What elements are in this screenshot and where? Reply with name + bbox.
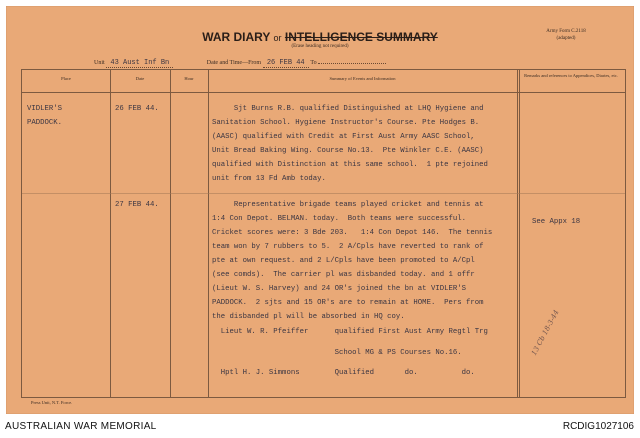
remark-entry-2: See Appx 18 [532,218,581,226]
summary-line: Representative brigade teams played cricket and tennis at [212,201,484,209]
army-form-number: Army Form C.2118 [546,29,586,34]
place-line-2: PADDOCK. [27,119,63,127]
summary-line: unit from 13 Fd Amb today. [212,175,326,183]
form-subtitle: (Erase heading not required) [291,44,349,49]
unit-label: Unit [94,60,105,66]
title-or: or [273,33,282,43]
summary-line: (AASC) qualified with Credit at First Aust Army AASC School, [212,133,475,141]
summary-line: Sanitation School. Hygiene Instructor's Course. Pte Hodges B. [212,119,480,127]
date-entry-1: 26 FEB 44. [115,105,159,113]
summary-line: qualified with Distinction at this same school. 1 pte rejoined [212,161,488,169]
summary-line: (see comds). The carrier pl was disbanded today. and 1 offr [212,271,475,279]
unit-date-line [94,58,386,67]
column-divider [519,70,520,397]
col-place: Place [61,76,71,81]
summary-line: the disbanded pl will be absorbed in HQ coy. [212,313,405,321]
summary-line: Lieut W. R. Pfeiffer qualified First Aust Army Regtl Trg [212,328,488,336]
date-to-value [318,63,386,64]
summary-line: pte at own request. and 2 L/Cpls have been promoted to A/Cpl [212,257,475,265]
title-intelligence-summary: INTELLIGENCE SUMMARY [284,30,438,44]
table-header [22,70,625,93]
handwritten-annotation: 13 Cb 18-3-44 [530,308,561,357]
col-summary: Summary of Events and Information [329,76,396,81]
archive-footer [0,419,640,438]
footer-source: AUSTRALIAN WAR MEMORIAL [5,421,157,432]
col-hour: Hour [184,76,194,81]
summary-line: Unit Bread Baking Wing. Course No.13. Pte Winkler C.E. (AASC) [212,147,484,155]
unit-value: 43 Aust Inf Bn [106,59,173,68]
summary-line: 1:4 Con Depot. BELMAN. today. Both teams were successful. [212,215,466,223]
title-war-diary: WAR DIARY [202,30,271,44]
col-date: Date [135,76,145,81]
army-form-ref [536,28,596,42]
column-divider [170,70,171,397]
summary-line: Cricket scores were: 3 Bde 203. 1:4 Con Depot 146. The tennis [212,229,493,237]
column-divider [110,70,111,397]
diary-page [6,6,634,414]
summary-line: (Lieut W. S. Harvey) and 24 OR's joined the bn at VIDLER'S [212,285,466,293]
date-entry-2: 27 FEB 44. [115,201,159,209]
date-from-value: 26 FEB 44 [263,59,309,68]
entry-divider [22,193,625,194]
column-divider [517,70,518,397]
date-to-label: To [310,60,317,66]
summary-line: Sjt Burns R.B. qualified Distinguished at LHQ Hygiene and [212,105,484,113]
column-divider [208,70,209,397]
summary-line: School MG & PS Courses No.16. [212,349,462,357]
footer-reference: RCDIG1027106 [562,421,634,432]
summary-line: PADDOCK. 2 sjts and 15 OR's are to remain at HOME. Pers from [212,299,484,307]
summary-line: Hptl H. J. Simmons Qualified do. do. [212,369,475,377]
printer-note: Press Unit, N.T. Force. [31,400,73,405]
army-form-adapted: (adapted) [556,36,576,41]
date-label: Date and Time—From [206,60,262,66]
summary-line: team won by 7 rubbers to 5. 2 A/Cpls have reverted to rank of [212,243,484,251]
col-remarks: Remarks and references to Appendices, Diaries, etc. [524,73,618,78]
place-line-1: VIDLER'S [27,105,63,113]
